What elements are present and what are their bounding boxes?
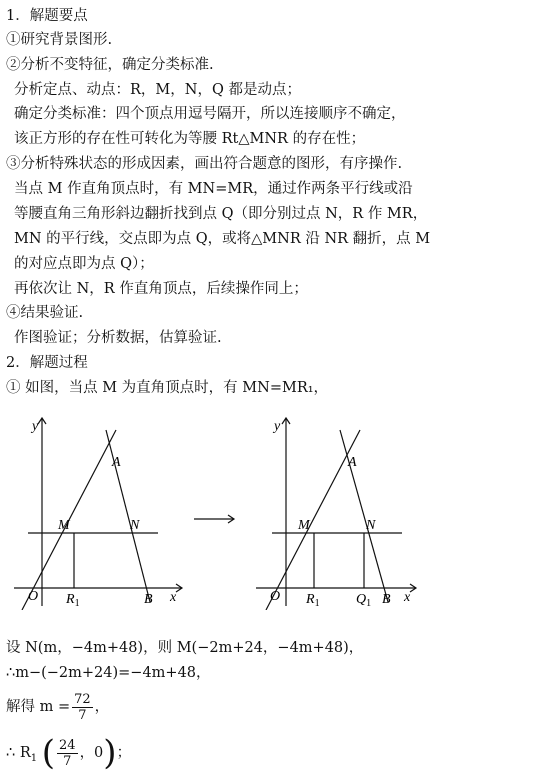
origin-label: O — [28, 589, 39, 604]
transition-arrow — [192, 512, 238, 526]
equation-r1-coordinates — [6, 735, 131, 777]
step-2: ②分析不变特征，确定分类标准. — [6, 57, 214, 73]
r1-y-coordinate: ，0 — [79, 745, 104, 761]
figure-left — [10, 410, 190, 610]
section-heading-solution: 2．解题过程 — [6, 355, 88, 371]
fraction-m — [72, 692, 93, 723]
step-3: ③分析特殊状态的形成因素，画出符合题意的图形，有序操作. — [6, 156, 403, 172]
y-axis-label: y — [32, 419, 39, 434]
step-3-detail-1: 当点 M 作直角顶点时，有 MN=MR，通过作两条平行线或沿 — [14, 181, 413, 197]
point-a-label: A — [112, 455, 121, 470]
solve-suffix: ， — [94, 699, 110, 715]
left-paren: ( — [41, 733, 56, 773]
step-1: ①研究背景图形. — [6, 32, 113, 48]
point-m-label: M — [58, 518, 70, 533]
step-2-detail-1: 分析定点、动点：R，M，N，Q 都是动点； — [14, 82, 301, 98]
r1-prefix: ∴ R — [6, 745, 31, 761]
step-4: ④结果验证. — [6, 305, 84, 321]
equation-therefore: ∴m−(−2m+24)=−4m+48， — [6, 665, 211, 681]
fraction-numerator: 24 — [59, 737, 76, 753]
solution-case-1: ① 如图，当点 M 为直角顶点时，有 MN=MR₁， — [6, 380, 329, 396]
fraction-r1-x — [57, 738, 78, 769]
point-r1-label: $R_1$ — [66, 592, 80, 609]
point-b-label: B — [382, 592, 391, 607]
point-r1-label: $R_1$ — [306, 592, 320, 609]
y-axis-label: y — [274, 419, 281, 434]
step-3-detail-5: 再依次让 N，R 作直角顶点，后续操作同上； — [14, 281, 308, 297]
equation-solve-m — [6, 690, 109, 724]
figure-right — [252, 410, 432, 610]
right-paren: ) — [103, 733, 117, 773]
origin-label: O — [270, 589, 281, 604]
solve-prefix: 解得 m = — [6, 699, 71, 715]
r1-suffix: ； — [116, 745, 132, 761]
step-3-detail-3: MN 的平行线，交点即为点 Q，或将△MNR 沿 NR 翻折，点 M — [14, 231, 431, 247]
section-heading-key-points: 1．解题要点 — [6, 8, 88, 24]
point-n-label: N — [366, 518, 376, 533]
point-a-label: A — [348, 455, 357, 470]
step-4-detail: 作图验证；分析数据，估算验证. — [14, 330, 222, 346]
step-3-detail-4: 的对应点即为点 Q）； — [14, 256, 154, 272]
point-b-label: B — [144, 592, 153, 607]
step-2-detail-2: 确定分类标准：四个顶点用逗号隔开，所以连接顺序不确定， — [14, 106, 406, 122]
fraction-denominator: 7 — [78, 707, 87, 723]
step-3-detail-2: 等腰直角三角形斜边翻折找到点 Q（即分别过点 N，R 作 MR， — [14, 206, 428, 222]
r1-subscript: 1 — [30, 752, 38, 764]
fraction-numerator: 72 — [74, 691, 91, 707]
point-q1-label: $Q_1$ — [356, 592, 372, 609]
point-n-label: N — [130, 518, 140, 533]
step-2-detail-3: 该正方形的存在性可转化为等腰 Rt△MNR 的存在性； — [14, 131, 366, 147]
x-axis-label: x — [404, 590, 411, 605]
equation-set-n: 设 N(m，−4m+48)，则 M(−2m+24，−4m+48)， — [6, 640, 364, 656]
x-axis-label: x — [170, 590, 177, 605]
fraction-denominator: 7 — [63, 753, 72, 769]
point-m-label: M — [298, 518, 310, 533]
